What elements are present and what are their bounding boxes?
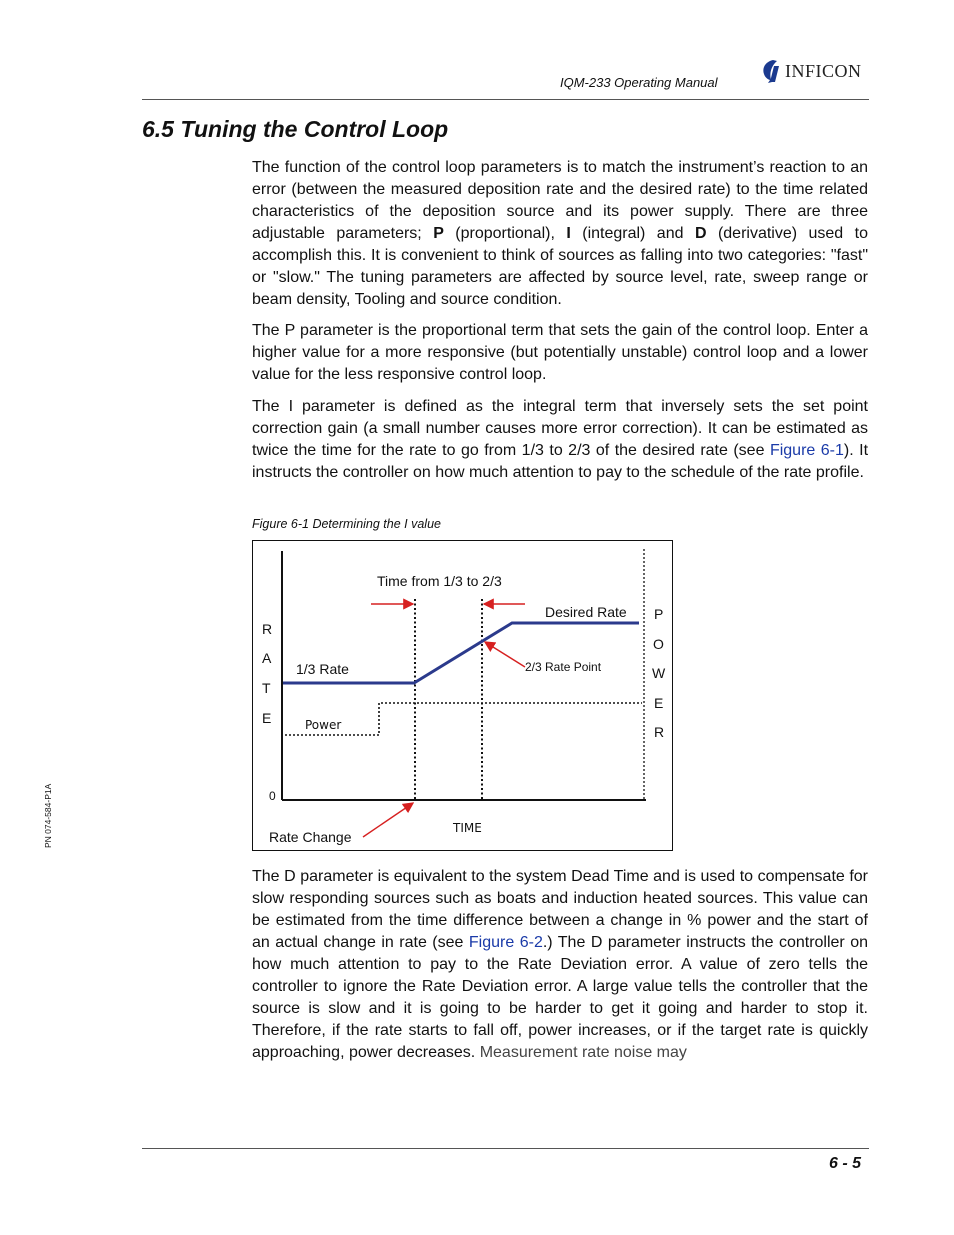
text: (integral) and [570,225,695,242]
rate-letter: E [262,710,272,726]
label-zero: 0 [269,789,276,803]
label-one-third-rate: 1/3 Rate [296,661,349,677]
power-letter: P [654,606,664,622]
text: (proportional), [443,225,567,242]
label-two-third-point: 2/3 Rate Point [525,660,602,674]
text: The D parameter is equivalent to the system Dead Time and is used to compensate for slow responding sources such as boats and induction heated sources. This value can be estimated from the time difference between a change in % power and the start of an actual change in rate (see [252,868,868,951]
text: .) The D parameter instructs the controller on how much attention to pay to the Rate Deviation error. A value of zero tells the controller to ignore the Rate Deviation error. A large value tells the controller that the source is slow and it is going to be harder to get it going and harder to stop it. Therefore, if the rate starts to fall off, power increases, or if the target rate is quickly approaching, power decreases. [252,934,869,1061]
label-time-axis: TIME [453,821,482,835]
part-number: PN 074-584-P1A [43,783,53,848]
label-time-from: Time from 1/3 to 2/3 [377,573,502,589]
footer-rule [142,1148,869,1149]
figure-6-1-link[interactable]: Figure 6-1 [769,442,844,459]
text: ). It instructs the controller on how much attention to pay to the schedule of the rate profile. [252,442,869,481]
text: The function of the control loop parameters is to match the instrument’s reaction to an error (between the measured deposition rate and the desired rate) to the time related characteristics of the deposition source and its power supply. There are three adjustable parameters; [252,159,868,242]
inficon-logo [759,58,874,86]
rate-letter: T [262,680,271,696]
text-continued: Measurement rate noise may [479,1044,687,1061]
text: The I parameter is defined as the integral term that inversely sets the set point correction gain (a small number causes more error correction). It can be estimated as twice the time for the rate to go from 1/3 to 2/3 of the desired rate (see [252,398,868,459]
bold-i: I [566,225,571,242]
inficon-logo-icon [759,58,783,84]
power-letter: E [654,695,664,711]
label-desired-rate: Desired Rate [545,604,627,620]
power-letter: O [653,636,664,652]
figure-6-2-link[interactable]: Figure 6-2 [468,934,543,951]
paragraph-p-parameter: The P parameter is the proportional term that sets the gain of the control loop. Enter a higher value for a more responsive (but potentially unstable) control loop and a lower value for the less responsive control loop. [252,322,868,383]
figure-determining-i-value [252,540,673,851]
rate-letter: A [262,650,272,666]
manual-title: IQM-233 Operating Manual [560,75,718,90]
power-letter: W [652,665,666,681]
text: (derivative) used to accomplish this. It is convenient to think of sources as falling into two categories: "fast" or "slow." The tuning parameters are affected by source level, rate, sweep range or beam density, Tooling and source condition. [252,225,868,308]
rate-letter: R [262,621,273,637]
section-title: 6.5 Tuning the Control Loop [142,116,449,142]
label-power: Power [305,718,342,732]
arrow-two-third-point [485,642,525,667]
bold-d: D [694,225,707,242]
paragraph-intro [252,157,868,311]
brand-name: INFICON [785,61,862,81]
bold-p: P [433,225,444,242]
page-number: 6 - 5 [829,1155,862,1172]
figure-caption: Figure 6-1 Determining the I value [252,517,441,531]
power-letter: R [654,724,665,740]
label-rate-change: Rate Change [269,829,352,845]
header-rule [142,99,869,100]
arrow-rate-change [363,803,413,837]
paragraph-i-parameter [252,396,868,484]
paragraph-d-parameter [252,866,868,1064]
